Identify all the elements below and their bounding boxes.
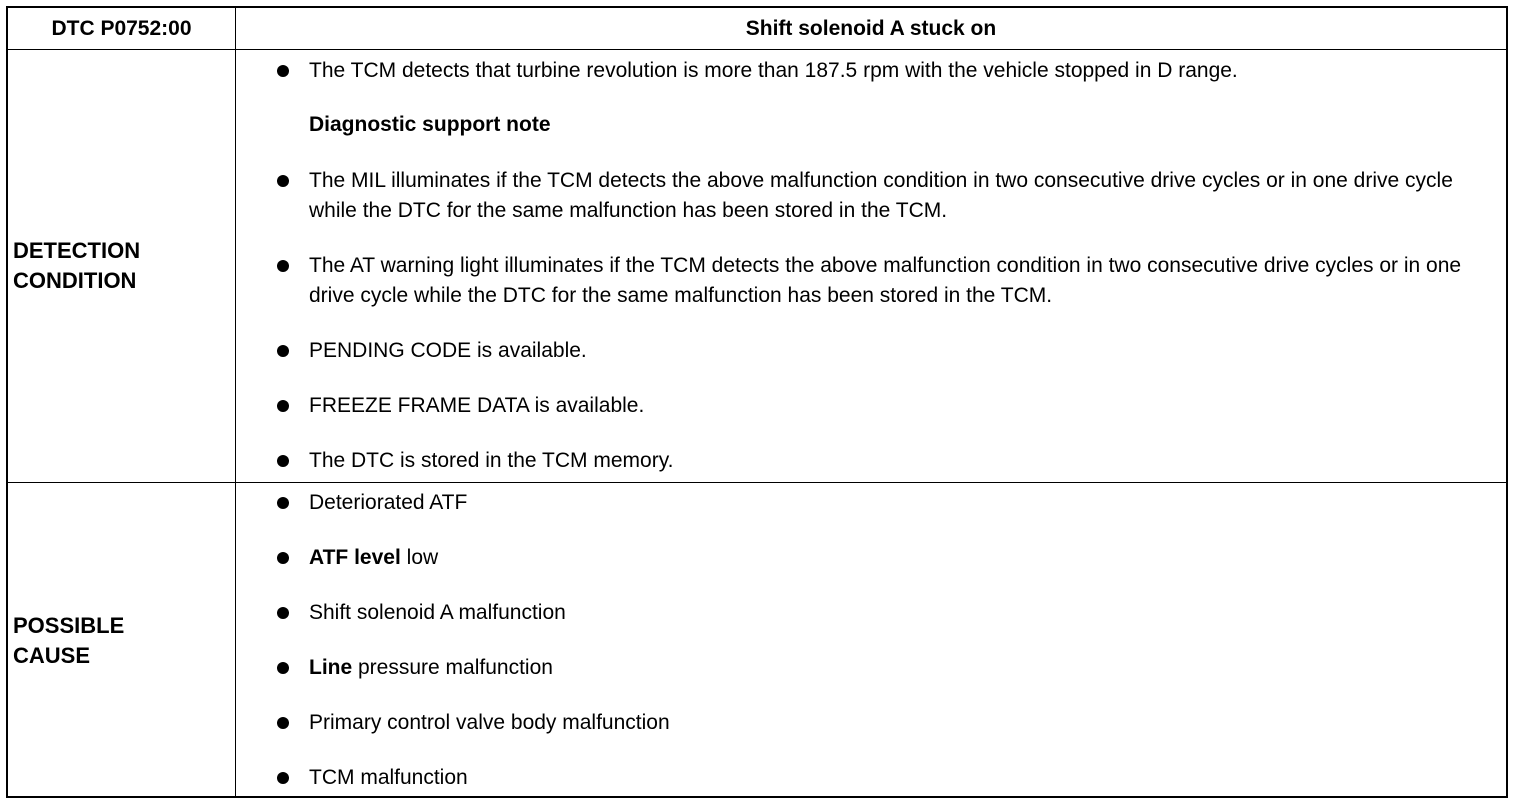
detection-item-text: The DTC is stored in the TCM memory. xyxy=(309,449,674,472)
column-divider xyxy=(235,8,236,796)
detection-item xyxy=(268,391,1478,421)
detection-condition-label: DETECTION CONDITION xyxy=(13,238,141,293)
detection-item-text: FREEZE FRAME DATA is available. xyxy=(309,394,645,417)
cause-item-bold-text: Line xyxy=(309,656,353,679)
cause-item xyxy=(268,708,1478,738)
bullet-icon xyxy=(277,175,289,187)
bullet-icon xyxy=(277,662,289,674)
header-divider xyxy=(8,49,1506,50)
bullet-icon xyxy=(277,717,289,729)
cause-item-rest-text: pressure malfunction xyxy=(352,656,553,679)
bullet-icon xyxy=(277,607,289,619)
possible-cause-label: POSSIBLE CAUSE xyxy=(13,613,125,668)
dtc-code: DTC P0752:00 xyxy=(51,16,192,40)
cause-item-text xyxy=(309,543,1478,573)
bullet-icon xyxy=(277,497,289,509)
cause-item xyxy=(268,598,1478,628)
cause-item-text: Primary control valve body malfunction xyxy=(309,711,670,734)
cause-item xyxy=(268,763,1478,793)
detection-item xyxy=(268,251,1478,311)
cause-item xyxy=(268,543,1478,573)
cause-item xyxy=(268,488,1478,518)
cause-item-text xyxy=(309,653,1478,683)
bullet-icon xyxy=(277,400,289,412)
bullet-icon xyxy=(277,455,289,467)
bullet-icon xyxy=(277,65,289,77)
bullet-icon xyxy=(277,260,289,272)
dtc-title: Shift solenoid A stuck on xyxy=(745,16,997,40)
cause-item-rest-text: low xyxy=(400,546,439,569)
cause-item-text: Shift solenoid A malfunction xyxy=(309,601,566,624)
bullet-icon xyxy=(277,552,289,564)
detection-item-text: The MIL illuminates if the TCM detects the above malfunction condition in two consecutive drive cycles or in one drive cycle while the DTC for the same malfunction has been stored in the TCM. xyxy=(309,169,1453,222)
bullet-icon xyxy=(277,345,289,357)
detection-item-text: PENDING CODE is available. xyxy=(309,339,587,362)
detection-item xyxy=(268,446,1478,476)
cause-item-text: Deteriorated ATF xyxy=(309,491,468,514)
cause-item-text: TCM malfunction xyxy=(309,766,468,789)
detection-item xyxy=(268,56,1478,86)
bullet-icon xyxy=(277,772,289,784)
cause-item xyxy=(268,653,1478,683)
cause-item-bold-text: ATF level xyxy=(309,546,401,569)
detection-item-text: The TCM detects that turbine revolution is more than 187.5 rpm with the vehicle stopped in D range. xyxy=(309,59,1238,82)
row-divider xyxy=(8,482,1506,483)
detection-item xyxy=(268,336,1478,366)
diagnostic-support-note-heading: Diagnostic support note xyxy=(309,113,551,136)
detection-item-text: The AT warning light illuminates if the TCM detects the above malfunction condition in two consecutive drive cycles or in one drive cycle while the DTC for the same malfunction has been stored in the TCM. xyxy=(309,254,1462,307)
detection-item xyxy=(268,166,1478,226)
